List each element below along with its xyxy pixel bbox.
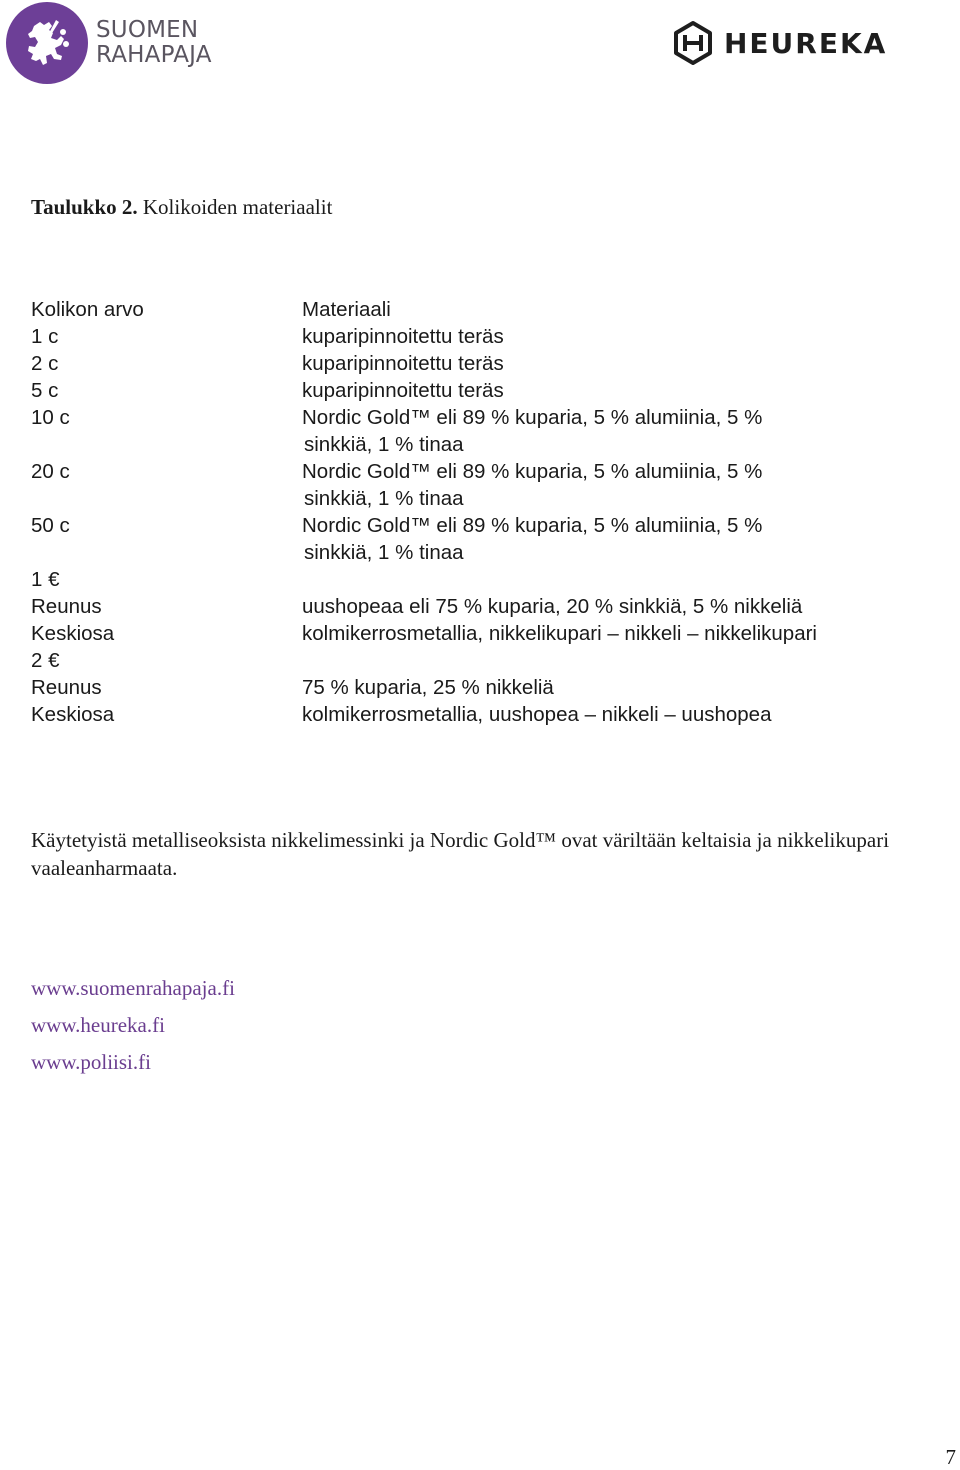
table-row [31,593,931,620]
coin-value-cell: 50 c [31,514,70,537]
coin-value-cell: 5 c [31,379,59,402]
material-line: Nordic Gold™ eli 89 % kuparia, 5 % alumiinia, 5 % [302,460,763,483]
coin-value-cell: Reunus [31,595,102,618]
table-row [31,323,931,350]
heureka-logo [672,20,887,66]
coin-value-cell: 1 € [31,568,60,591]
material-cell [299,323,862,350]
material-line: uushopeaa eli 75 % kuparia, 20 % sinkkiä, 5 % nikkeliä [302,595,803,618]
caption-label: Taulukko 2. [31,195,138,219]
coin-value-cell: Reunus [31,676,102,699]
material-cell [299,566,862,593]
material-line: sinkkiä, 1 % tinaa [304,541,464,564]
material-cell [299,458,862,512]
heureka-wordmark: HEUREKA [724,26,888,60]
table-row [31,674,931,701]
material-cell [299,674,862,701]
material-line: kolmikerrosmetallia, nikkelikupari – nikkeli – nikkelikupari [302,622,817,645]
suomen-rahapaja-wordmark [96,18,212,68]
table-header-row [31,296,931,323]
coin-value-cell: 10 c [31,406,70,429]
body-paragraph: Käytetyistä metalliseoksista nikkelimessinki ja Nordic Gold™ ovat väriltään keltaisia ja nikkelikupari vaaleanharmaata. [31,828,890,880]
table-body [31,323,931,728]
header-coin-value: Kolikon arvo [31,298,144,321]
material-line: Nordic Gold™ eli 89 % kuparia, 5 % alumiinia, 5 % [302,406,763,429]
link-heureka[interactable]: www.heureka.fi [31,1013,165,1037]
link-list [31,970,235,1081]
material-cell [299,404,862,458]
table-row [31,512,931,566]
heureka-mark-icon [672,20,714,66]
coin-value-cell: 1 c [31,325,59,348]
table-row [31,458,931,512]
material-cell [299,512,862,566]
table-row [31,350,931,377]
material-cell [299,620,862,647]
material-line: sinkkiä, 1 % tinaa [304,487,464,510]
material-cell [299,647,862,674]
suomen-rahapaja-logo [6,2,212,84]
coin-value-cell: 2 € [31,649,60,672]
coin-value-cell: Keskiosa [31,622,115,645]
material-line: Nordic Gold™ eli 89 % kuparia, 5 % alumiinia, 5 % [302,514,763,537]
coin-value-cell: 2 c [31,352,59,375]
coin-value-cell: Keskiosa [31,703,115,726]
logo-line-1: SUOMEN [96,17,199,43]
material-line: sinkkiä, 1 % tinaa [304,433,464,456]
logo-line-2: RAHAPAJA [96,42,212,68]
material-cell [299,350,862,377]
material-cell [299,701,862,728]
table-row [31,701,931,728]
table-caption [31,195,332,220]
material-line: kuparipinnoitettu teräs [302,352,504,375]
coin-value-cell: 20 c [31,460,70,483]
heraldic-lion-icon [6,2,88,84]
link-poliisi[interactable]: www.poliisi.fi [31,1050,151,1074]
table-row [31,566,931,593]
header-material: Materiaali [302,298,391,321]
material-cell [299,593,862,620]
link-suomenrahapaja[interactable]: www.suomenrahapaja.fi [31,976,235,1000]
material-cell [299,377,862,404]
material-line [302,566,862,593]
material-line [302,647,862,674]
caption-text: Kolikoiden materiaalit [142,195,333,219]
page-number: 7 [945,1445,956,1469]
materials-table [31,296,931,728]
table-row [31,377,931,404]
material-line: 75 % kuparia, 25 % nikkeliä [302,676,554,699]
table-row [31,620,931,647]
material-line: kolmikerrosmetallia, uushopea – nikkeli – uushopea [302,703,772,726]
table-row [31,404,931,458]
material-line: kuparipinnoitettu teräs [302,325,504,348]
material-line: kuparipinnoitettu teräs [302,379,504,402]
table-row [31,647,931,674]
